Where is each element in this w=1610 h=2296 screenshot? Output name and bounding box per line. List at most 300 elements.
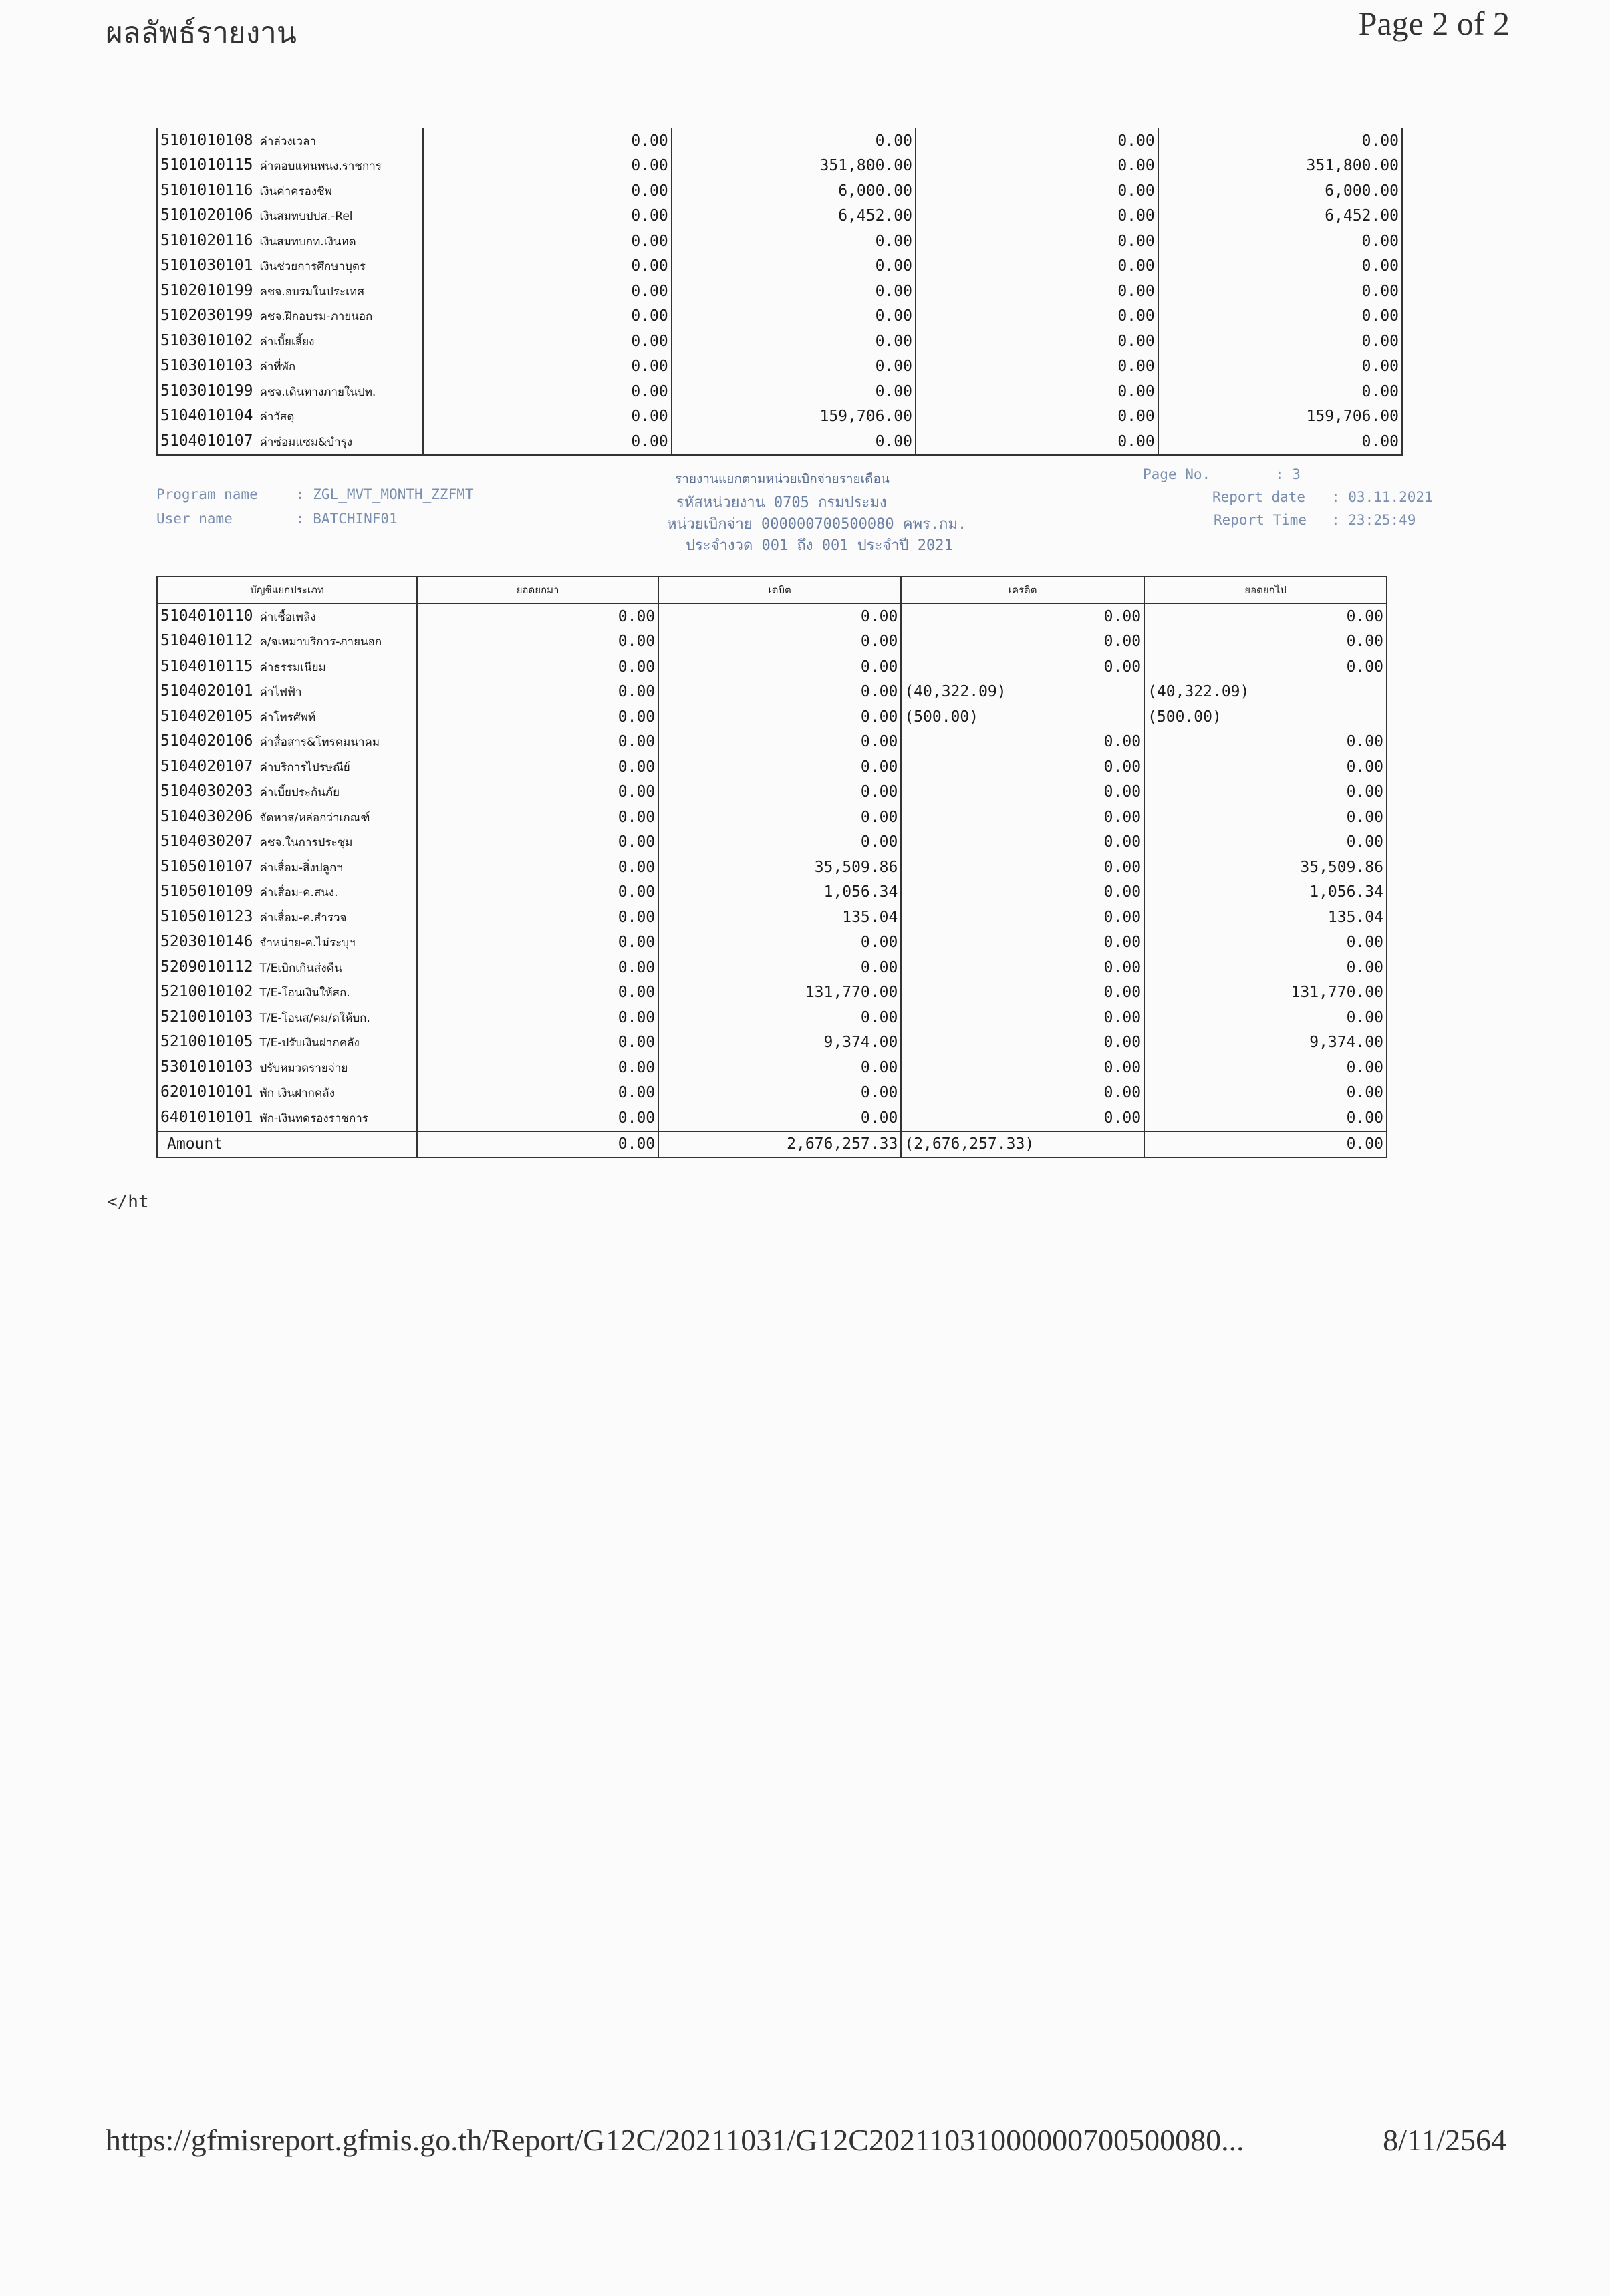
credit-cell: (40,322.09) [901,680,1144,705]
table-row [157,880,1387,905]
account-cell [157,730,417,755]
debit-cell: 9,374.00 [658,1030,901,1056]
debit-cell: 0.00 [672,379,916,404]
account-name: T/E-โอนเงินให้สก. [259,986,350,1000]
credit-cell: 0.00 [916,379,1158,404]
report-time-label: Report Time [1214,512,1307,528]
table-row [157,1055,1387,1081]
opening-balance-cell: 0.00 [417,880,658,905]
account-cell [157,154,424,179]
account-code: 5101010116 [160,181,253,199]
footer-date: 8/11/2564 [1383,2123,1506,2157]
opening-balance-cell: 0.00 [417,930,658,956]
opening-balance-cell: 0.00 [424,178,672,204]
account-code: 5210010105 [160,1033,253,1051]
account-name: ค่าล่วงเวลา [259,134,316,148]
account-name: ค่าเชื้อเพลิง [259,610,316,624]
debit-cell: 0.00 [658,754,901,780]
debit-cell: 6,000.00 [672,178,916,204]
opening-balance-cell: 0.00 [424,304,672,329]
debit-cell: 6,452.00 [672,204,916,229]
header-credit: เครดิต [901,577,1144,603]
table-row [157,1105,1387,1131]
debit-cell: 0.00 [658,629,901,655]
account-code: 5203010146 [160,933,253,951]
account-code: 5102030199 [160,307,253,325]
table-header-row [157,577,1387,603]
account-code: 5301010103 [160,1058,253,1076]
credit-cell: 0.00 [916,329,1158,354]
account-cell [157,404,424,430]
account-cell [157,980,417,1006]
closing-balance-cell: 0.00 [1361,257,1399,275]
opening-balance-cell: 0.00 [417,629,658,655]
account-cell [157,880,417,905]
account-code: 5103010199 [160,382,253,400]
closing-balance-cell: 6,000.00 [1325,182,1399,200]
table-row [157,603,1387,629]
closing-balance-cell: 0.00 [1361,232,1399,250]
credit-cell: 0.00 [901,629,1144,655]
account-cell [157,279,424,304]
account-cell [157,1030,417,1056]
account-name: คชจ.ฝึกอบรม-ภายนอก [259,310,373,324]
table-row [157,404,1402,430]
debit-cell: 0.00 [658,930,901,956]
table-row [157,429,1402,455]
account-code: 5105010107 [160,857,253,875]
header-account: บัญชีแยกประเภท [157,577,417,603]
closing-balance-cell: 0.00 [1346,1084,1383,1102]
debit-cell: 0.00 [672,128,916,154]
table-row [157,654,1387,680]
debit-cell: 0.00 [672,304,916,329]
closing-balance-cell: 0.00 [1346,1008,1383,1026]
account-code: 5105010109 [160,883,253,901]
closing-balance-cell: 0.00 [1346,808,1383,826]
total-closing: 0.00 [1144,1131,1387,1158]
table-row [157,279,1402,304]
closing-balance-cell: (40,322.09) [1148,683,1250,701]
table-row [157,955,1387,980]
debit-cell: 0.00 [658,830,901,855]
closing-balance-cell: 0.00 [1346,934,1383,952]
account-name: ค่าไฟฟ้า [259,686,302,700]
account-cell [157,329,424,354]
account-name: พัก-เงินทดรองราชการ [259,1111,368,1125]
debit-cell: 0.00 [658,955,901,980]
credit-cell: 0.00 [916,429,1158,455]
opening-balance-cell: 0.00 [424,404,672,430]
debit-cell: 0.00 [658,1055,901,1081]
credit-cell: 0.00 [901,880,1144,905]
account-code: 5104010107 [160,432,253,450]
account-name: ค่าตอบแทนพนง.ราชการ [259,160,382,174]
table-row [157,379,1402,404]
account-name: T/Eเบิกเกินส่งคืน [259,961,342,975]
account-code: 5104010112 [160,632,253,650]
header-closing: ยอดยกไป [1144,577,1387,603]
closing-balance-cell: 0.00 [1361,332,1399,350]
account-cell [157,930,417,956]
account-code: 5101010108 [160,131,253,149]
account-code: 5104020101 [160,682,253,700]
opening-balance-cell: 0.00 [417,1081,658,1106]
account-name: ค่าที่พัก [259,360,296,374]
closing-balance-cell: 131,770.00 [1291,984,1383,1002]
credit-cell: 0.00 [916,254,1158,279]
closing-balance-cell: 6,452.00 [1325,207,1399,225]
account-name: ค่าเบี้ยเลี้ยง [259,335,315,349]
account-code: 5104020107 [160,757,253,775]
user-name-label: User name [156,511,233,527]
closing-balance-cell: 35,509.86 [1300,858,1383,876]
account-name: เงินสมทบปปส.-Rel [259,210,353,224]
closing-balance-cell: 0.00 [1361,432,1399,450]
account-cell [157,178,424,204]
account-code: 5101010115 [160,156,253,174]
credit-cell: 0.00 [916,279,1158,304]
account-name: พัก เงินฝากคลัง [259,1087,336,1101]
table-row [157,1081,1387,1106]
report-date-label: Report date [1212,489,1306,505]
closing-balance-cell: 0.00 [1346,658,1383,676]
account-name: คชจ.ในการประชุม [259,836,353,850]
account-code: 6401010101 [160,1108,253,1126]
debit-cell: 1,056.34 [658,880,901,905]
credit-cell: 0.00 [916,178,1158,204]
user-name-value: : BATCHINF01 [296,511,398,527]
credit-cell: 0.00 [901,1030,1144,1056]
account-code: 5103010102 [160,331,253,349]
debit-cell: 0.00 [658,1105,901,1131]
credit-cell: 0.00 [901,830,1144,855]
account-cell [157,1055,417,1081]
account-name: จำหน่าย-ค.ไม่ระบุฯ [259,936,356,950]
closing-balance-cell: 0.00 [1346,833,1383,851]
table-row [157,905,1387,930]
page-title: ผลลัพธ์รายงาน [106,16,297,50]
account-name: ค่าเสื่อม-ค.สำรวจ [259,911,347,925]
opening-balance-cell: 0.00 [424,354,672,380]
account-cell [157,654,417,680]
opening-balance-cell: 0.00 [424,254,672,279]
credit-cell: 0.00 [901,855,1144,880]
account-cell [157,354,424,380]
credit-cell: 0.00 [916,404,1158,430]
closing-balance-cell: 0.00 [1346,1058,1383,1077]
credit-cell: 0.00 [916,128,1158,154]
table-row [157,154,1402,179]
account-cell [157,754,417,780]
page-no-label: Page No. [1143,466,1211,482]
account-code: 5101020106 [160,206,253,225]
debit-cell: 0.00 [672,329,916,354]
account-code: 5103010103 [160,357,253,375]
account-cell [157,805,417,830]
debit-cell: 0.00 [658,1081,901,1106]
debit-cell: 0.00 [672,229,916,254]
closing-balance-cell: 0.00 [1361,357,1399,376]
account-name: จัดหาส/หล่อกว่าเกณฑ์ [259,811,370,825]
debit-cell: 135.04 [658,905,901,930]
closing-balance-cell: 0.00 [1346,633,1383,651]
report-disbursing-unit: หน่วยเบิกจ่าย 000000700500080 คพร.กม. [667,516,967,533]
account-cell [157,379,424,404]
account-code: 5101020116 [160,231,253,249]
account-name: เงินสมทบกท.เงินทด [259,235,356,249]
report-period: ประจำงวด 001 ถึง 001 ประจำปี 2021 [686,537,953,554]
credit-cell: 0.00 [916,154,1158,179]
opening-balance-cell: 0.00 [424,229,672,254]
credit-cell: 0.00 [916,229,1158,254]
account-code: 5104010104 [160,407,253,425]
table-row [157,980,1387,1006]
account-cell [157,830,417,855]
continuation-table [156,128,1403,456]
opening-balance-cell: 0.00 [417,955,658,980]
credit-cell: 0.00 [901,603,1144,629]
program-name-value: : ZGL_MVT_MONTH_ZZFMT [296,486,474,503]
report-agency: รหัสหน่วยงาน 0705 กรมประมง [676,494,887,511]
credit-cell: 0.00 [916,304,1158,329]
debit-cell: 0.00 [658,730,901,755]
credit-cell: 0.00 [916,204,1158,229]
table-row [157,855,1387,880]
opening-balance-cell: 0.00 [424,204,672,229]
account-name: ค่าซ่อมแซม&บำรุง [259,435,353,449]
report-date-value: : 03.11.2021 [1331,489,1433,505]
closing-balance-cell: 159,706.00 [1306,408,1399,426]
closing-balance-cell: 135.04 [1327,908,1383,926]
debit-cell: 0.00 [672,279,916,304]
debit-cell: 0.00 [658,680,901,705]
account-code: 5209010112 [160,958,253,976]
credit-cell: 0.00 [916,354,1158,380]
account-cell [157,254,424,279]
account-cell [157,1005,417,1030]
account-name: T/E-โอนส/คม/ดให้บก. [259,1011,370,1025]
account-cell [157,229,424,254]
opening-balance-cell: 0.00 [417,654,658,680]
closing-balance-cell: 0.00 [1346,958,1383,976]
debit-cell: 0.00 [672,354,916,380]
total-label: Amount [157,1131,417,1158]
closing-balance-cell: 0.00 [1361,307,1399,325]
account-cell [157,603,417,629]
table-row [157,930,1387,956]
debit-cell: 0.00 [672,429,916,455]
debit-cell: 351,800.00 [672,154,916,179]
account-cell [157,955,417,980]
account-code: 6201010101 [160,1083,253,1101]
opening-balance-cell: 0.00 [417,980,658,1006]
debit-cell: 131,770.00 [658,980,901,1006]
account-name: เงินค่าครองชีพ [259,184,332,198]
table-row [157,204,1402,229]
opening-balance-cell: 0.00 [417,1105,658,1131]
debit-cell: 0.00 [658,805,901,830]
report-center-title: รายงานแยกตามหน่วยเบิกจ่ายรายเดือน [675,472,890,486]
account-cell [157,629,417,655]
account-name: ค/จเหมาบริการ-ภายนอก [259,635,382,650]
account-code: 5105010123 [160,907,253,925]
table-row [157,730,1387,755]
closing-balance-cell: (500.00) [1148,708,1222,726]
credit-cell: 0.00 [901,980,1144,1006]
table-row [157,629,1387,655]
account-code: 5102010199 [160,281,253,299]
account-name: ค่าโทรศัพท์ [259,710,316,724]
account-name: ค่าบริการไปรษณีย์ [259,760,350,774]
account-name: ค่าวัสดุ [259,410,295,424]
account-name: ค่าธรรมเนียม [259,660,326,674]
account-name: คชจ.อบรมในประเทศ [259,285,364,299]
table-row [157,254,1402,279]
table-row [157,304,1402,329]
account-cell [157,780,417,805]
account-cell [157,680,417,705]
account-code: 5104010110 [160,607,253,625]
account-name: ค่าสื่อสาร&โทรคมนาคม [259,736,380,750]
account-code: 5101030101 [160,257,253,275]
debit-cell: 0.00 [658,603,901,629]
opening-balance-cell: 0.00 [417,730,658,755]
table-row [157,1005,1387,1030]
page-number: Page 2 of 2 [1358,5,1510,42]
account-name: คชจ.เดินทางภายในปท. [259,385,376,399]
closing-balance-cell: 1,056.34 [1309,883,1383,901]
account-code: 5210010102 [160,983,253,1001]
credit-cell: (500.00) [901,704,1144,730]
closing-balance-cell: 0.00 [1361,282,1399,300]
account-cell [157,1105,417,1131]
account-cell [157,429,424,455]
header-opening: ยอดยกมา [417,577,658,603]
account-cell [157,304,424,329]
opening-balance-cell: 0.00 [417,1005,658,1030]
account-cell [157,1081,417,1106]
table-row [157,229,1402,254]
closing-balance-cell: 9,374.00 [1309,1034,1383,1052]
closing-balance-cell: 0.00 [1361,382,1399,400]
opening-balance-cell: 0.00 [417,680,658,705]
closing-balance-cell: 0.00 [1346,607,1383,625]
ledger-table [156,576,1387,1158]
page-no-value: : 3 [1275,466,1301,482]
opening-balance-cell: 0.00 [424,154,672,179]
credit-cell: 0.00 [901,1105,1144,1131]
total-opening: 0.00 [417,1131,658,1158]
table-row [157,704,1387,730]
closing-balance-cell: 0.00 [1346,783,1383,801]
credit-cell: 0.00 [901,930,1144,956]
total-credit: (2,676,257.33) [901,1131,1144,1158]
total-debit: 2,676,257.33 [658,1131,901,1158]
opening-balance-cell: 0.00 [417,704,658,730]
opening-balance-cell: 0.00 [417,1055,658,1081]
credit-cell: 0.00 [901,1081,1144,1106]
opening-balance-cell: 0.00 [417,805,658,830]
opening-balance-cell: 0.00 [417,603,658,629]
account-name: ค่าเสื่อม-ค.สนง. [259,886,338,900]
table-row [157,754,1387,780]
program-name-label: Program name [156,486,258,503]
account-cell [157,204,424,229]
total-row [157,1131,1387,1158]
debit-cell: 35,509.86 [658,855,901,880]
opening-balance-cell: 0.00 [417,830,658,855]
report-time-value: : 23:25:49 [1331,512,1416,528]
account-code: 5210010103 [160,1008,253,1026]
stray-html-text: </ht [107,1192,149,1212]
account-cell [157,905,417,930]
opening-balance-cell: 0.00 [424,379,672,404]
debit-cell: 0.00 [672,254,916,279]
table-row [157,354,1402,380]
header-debit: เดบิต [658,577,901,603]
account-code: 5104030203 [160,782,253,801]
account-cell [157,855,417,880]
account-code: 5104030207 [160,833,253,851]
account-name: เงินช่วยการศึกษาบุตร [259,260,366,274]
opening-balance-cell: 0.00 [417,905,658,930]
account-cell [157,704,417,730]
debit-cell: 0.00 [658,704,901,730]
table-row [157,830,1387,855]
credit-cell: 0.00 [901,754,1144,780]
opening-balance-cell: 0.00 [424,329,672,354]
closing-balance-cell: 0.00 [1346,1109,1383,1127]
opening-balance-cell: 0.00 [424,128,672,154]
account-code: 5104020105 [160,707,253,725]
credit-cell: 0.00 [901,780,1144,805]
table-row [157,128,1402,154]
credit-cell: 0.00 [901,1055,1144,1081]
credit-cell: 0.00 [901,654,1144,680]
opening-balance-cell: 0.00 [417,1030,658,1056]
closing-balance-cell: 0.00 [1346,733,1383,751]
table-row [157,178,1402,204]
closing-balance-cell: 0.00 [1361,132,1399,150]
credit-cell: 0.00 [901,1005,1144,1030]
credit-cell: 0.00 [901,955,1144,980]
debit-cell: 159,706.00 [672,404,916,430]
account-name: ค่าเสื่อม-สิ่งปลูกฯ [259,861,343,875]
credit-cell: 0.00 [901,730,1144,755]
table-row [157,780,1387,805]
table-row [157,680,1387,705]
debit-cell: 0.00 [658,1005,901,1030]
credit-cell: 0.00 [901,905,1144,930]
opening-balance-cell: 0.00 [424,279,672,304]
debit-cell: 0.00 [658,780,901,805]
opening-balance-cell: 0.00 [424,429,672,455]
credit-cell: 0.00 [901,805,1144,830]
table-row [157,1030,1387,1056]
debit-cell: 0.00 [658,654,901,680]
account-name: ปรับหมวดรายจ่าย [259,1061,348,1075]
account-name: ค่าเบี้ยประกันภัย [259,786,340,800]
account-code: 5104010115 [160,657,253,675]
table-row [157,805,1387,830]
account-cell [157,128,424,154]
opening-balance-cell: 0.00 [417,754,658,780]
footer-url: https://gfmisreport.gfmis.go.th/Report/G12C/20211031/G12C20211031000000700500080... [106,2123,1244,2157]
account-code: 5104030206 [160,807,253,825]
table-row [157,329,1402,354]
closing-balance-cell: 0.00 [1346,758,1383,776]
